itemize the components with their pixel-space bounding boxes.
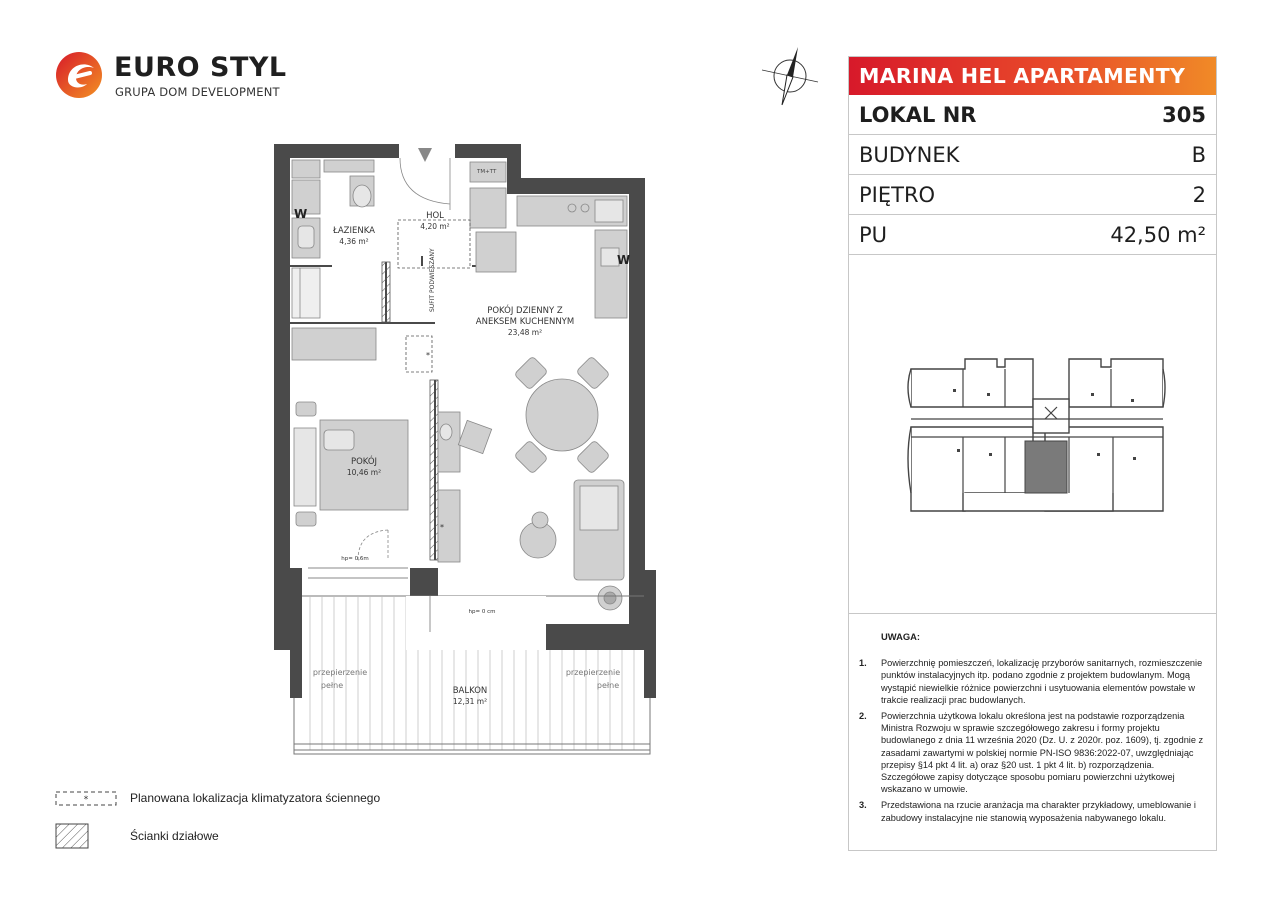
suspended-ceiling-label: SUFIT PODWIESZANY bbox=[429, 248, 436, 312]
building-key-plan bbox=[905, 353, 1167, 521]
unit-number-label: LOKAL NR bbox=[859, 102, 977, 127]
unit-number-row bbox=[849, 95, 1216, 135]
unit-highlight bbox=[1025, 441, 1067, 493]
kitchen-washer-label: W bbox=[617, 253, 631, 267]
note-item: 2. Powierzchnia użytkowa lokalu określona jest na podstawie rozporządzenia Ministra Rozwoju w sprawie szczegółowego zakresu i formy projektu budowlanego z dnia 11 września 2020 (Dz. U. z 2020r. poz. 1609), tj. zgodnie z zasadami zawartymi w polskiej normie PN-ISO 9836:2022-07, uwzględniając przepisy §14 pkt 4 lit. a) oraz §20 ust. 1 pkt 4 lit. b) rozporządzenia. Szczegółowe zapisy dotyczące sposobu pomiaru powierzchni użytkowej wskazano w umowie. bbox=[859, 711, 1204, 795]
note-item: 3. Przedstawiona na rzucie aranżacja ma charakter przykładowy, umeblowanie i zabudowy instalacyjne nie stanowią wyposażenia nabywanego lokalu. bbox=[859, 800, 1196, 823]
building-label: BUDYNEK bbox=[859, 142, 960, 167]
floor-label: PIĘTRO bbox=[859, 182, 936, 207]
room-label-balcony: BALKON bbox=[452, 686, 488, 696]
room-area-bedroom: 10,46 m² bbox=[346, 468, 382, 477]
room-label-living-1: POKÓJ DZIENNY Z bbox=[487, 306, 563, 316]
room-area-living: 23,48 m² bbox=[507, 328, 543, 337]
hp-bedroom-label: hp= 0,6m bbox=[341, 556, 369, 562]
partition-wall bbox=[430, 380, 438, 560]
plan-legend bbox=[54, 788, 474, 858]
floor-row bbox=[849, 175, 1216, 215]
floor-plan bbox=[270, 140, 660, 760]
project-title: MARINA HEL APARTAMENTY bbox=[849, 57, 1216, 95]
room-area-hall: 4,20 m² bbox=[420, 222, 450, 231]
legend-partition bbox=[54, 822, 219, 850]
notes-divider bbox=[849, 613, 1216, 614]
notes-title: UWAGA: bbox=[881, 631, 921, 642]
interior-walls bbox=[290, 256, 507, 560]
room-area-balcony: 12,31 m² bbox=[452, 697, 488, 706]
hp-living-label: hp= 0 cm bbox=[468, 609, 496, 615]
room-label-living-2: ANEKSEM KUCHENNYM bbox=[475, 317, 575, 327]
svg-text:*: * bbox=[440, 523, 444, 532]
apartment-info-panel bbox=[848, 56, 1217, 851]
washer-label: W bbox=[294, 207, 308, 221]
usable-area-row bbox=[849, 215, 1216, 255]
living-room-furniture bbox=[438, 356, 624, 610]
building-row bbox=[849, 135, 1216, 175]
room-label-bathroom: ŁAZIENKA bbox=[333, 226, 375, 236]
room-label-hall: HOL bbox=[426, 211, 444, 221]
partition-left-line2: pełne bbox=[320, 681, 344, 690]
partition-right-line1: przepierzenie bbox=[565, 668, 621, 677]
partition-wall bbox=[382, 262, 390, 322]
entrance-door bbox=[400, 158, 450, 204]
building-value: B bbox=[1191, 142, 1206, 167]
entrance-arrow-icon bbox=[418, 148, 432, 162]
legend-partition-label: Ścianki działowe bbox=[130, 829, 219, 843]
bedroom-furniture bbox=[292, 328, 408, 526]
legend-ac-label: Planowana lokalizacja klimatyzatora ściennego bbox=[130, 791, 381, 805]
svg-text:*: * bbox=[426, 351, 430, 360]
brand-subtitle: GRUPA DOM DEVELOPMENT bbox=[115, 85, 280, 99]
usable-area-label: PU bbox=[859, 222, 888, 247]
usable-area-value: 42,50 m² bbox=[1110, 222, 1206, 247]
legend-ac bbox=[54, 788, 380, 808]
floor-value: 2 bbox=[1192, 182, 1206, 207]
brand-name: EURO STYL bbox=[114, 52, 287, 83]
ac-dashed-symbol-icon bbox=[54, 788, 118, 808]
notes-section bbox=[859, 631, 1209, 828]
stove-label: TM+TT bbox=[477, 169, 497, 175]
svg-text:*: * bbox=[83, 795, 89, 805]
room-label-bedroom: POKÓJ bbox=[350, 457, 378, 467]
north-arrow-icon bbox=[760, 44, 820, 108]
room-area-bathroom: 4,36 m² bbox=[339, 237, 369, 246]
unit-number-value: 305 bbox=[1162, 102, 1206, 127]
note-item: 1. Powierzchnię pomieszczeń, lokalizację przyborów sanitarnych, rozmieszczenie punktów instalacyjnych itp. podano zgodnie z projektem budowlanym. Mogą wystąpić niewielkie różnice powierzchni i usytuowania elementów powstałe w trakcie realizacji prac budowlanych. bbox=[859, 658, 1203, 705]
hatch-symbol-icon bbox=[54, 822, 118, 850]
partition-left-line1: przepierzenie bbox=[312, 668, 368, 677]
brand-logo bbox=[54, 50, 294, 104]
euro-styl-logo-icon bbox=[54, 50, 104, 100]
partition-right-line2: pełne bbox=[596, 681, 620, 690]
kitchen-units bbox=[517, 196, 627, 318]
